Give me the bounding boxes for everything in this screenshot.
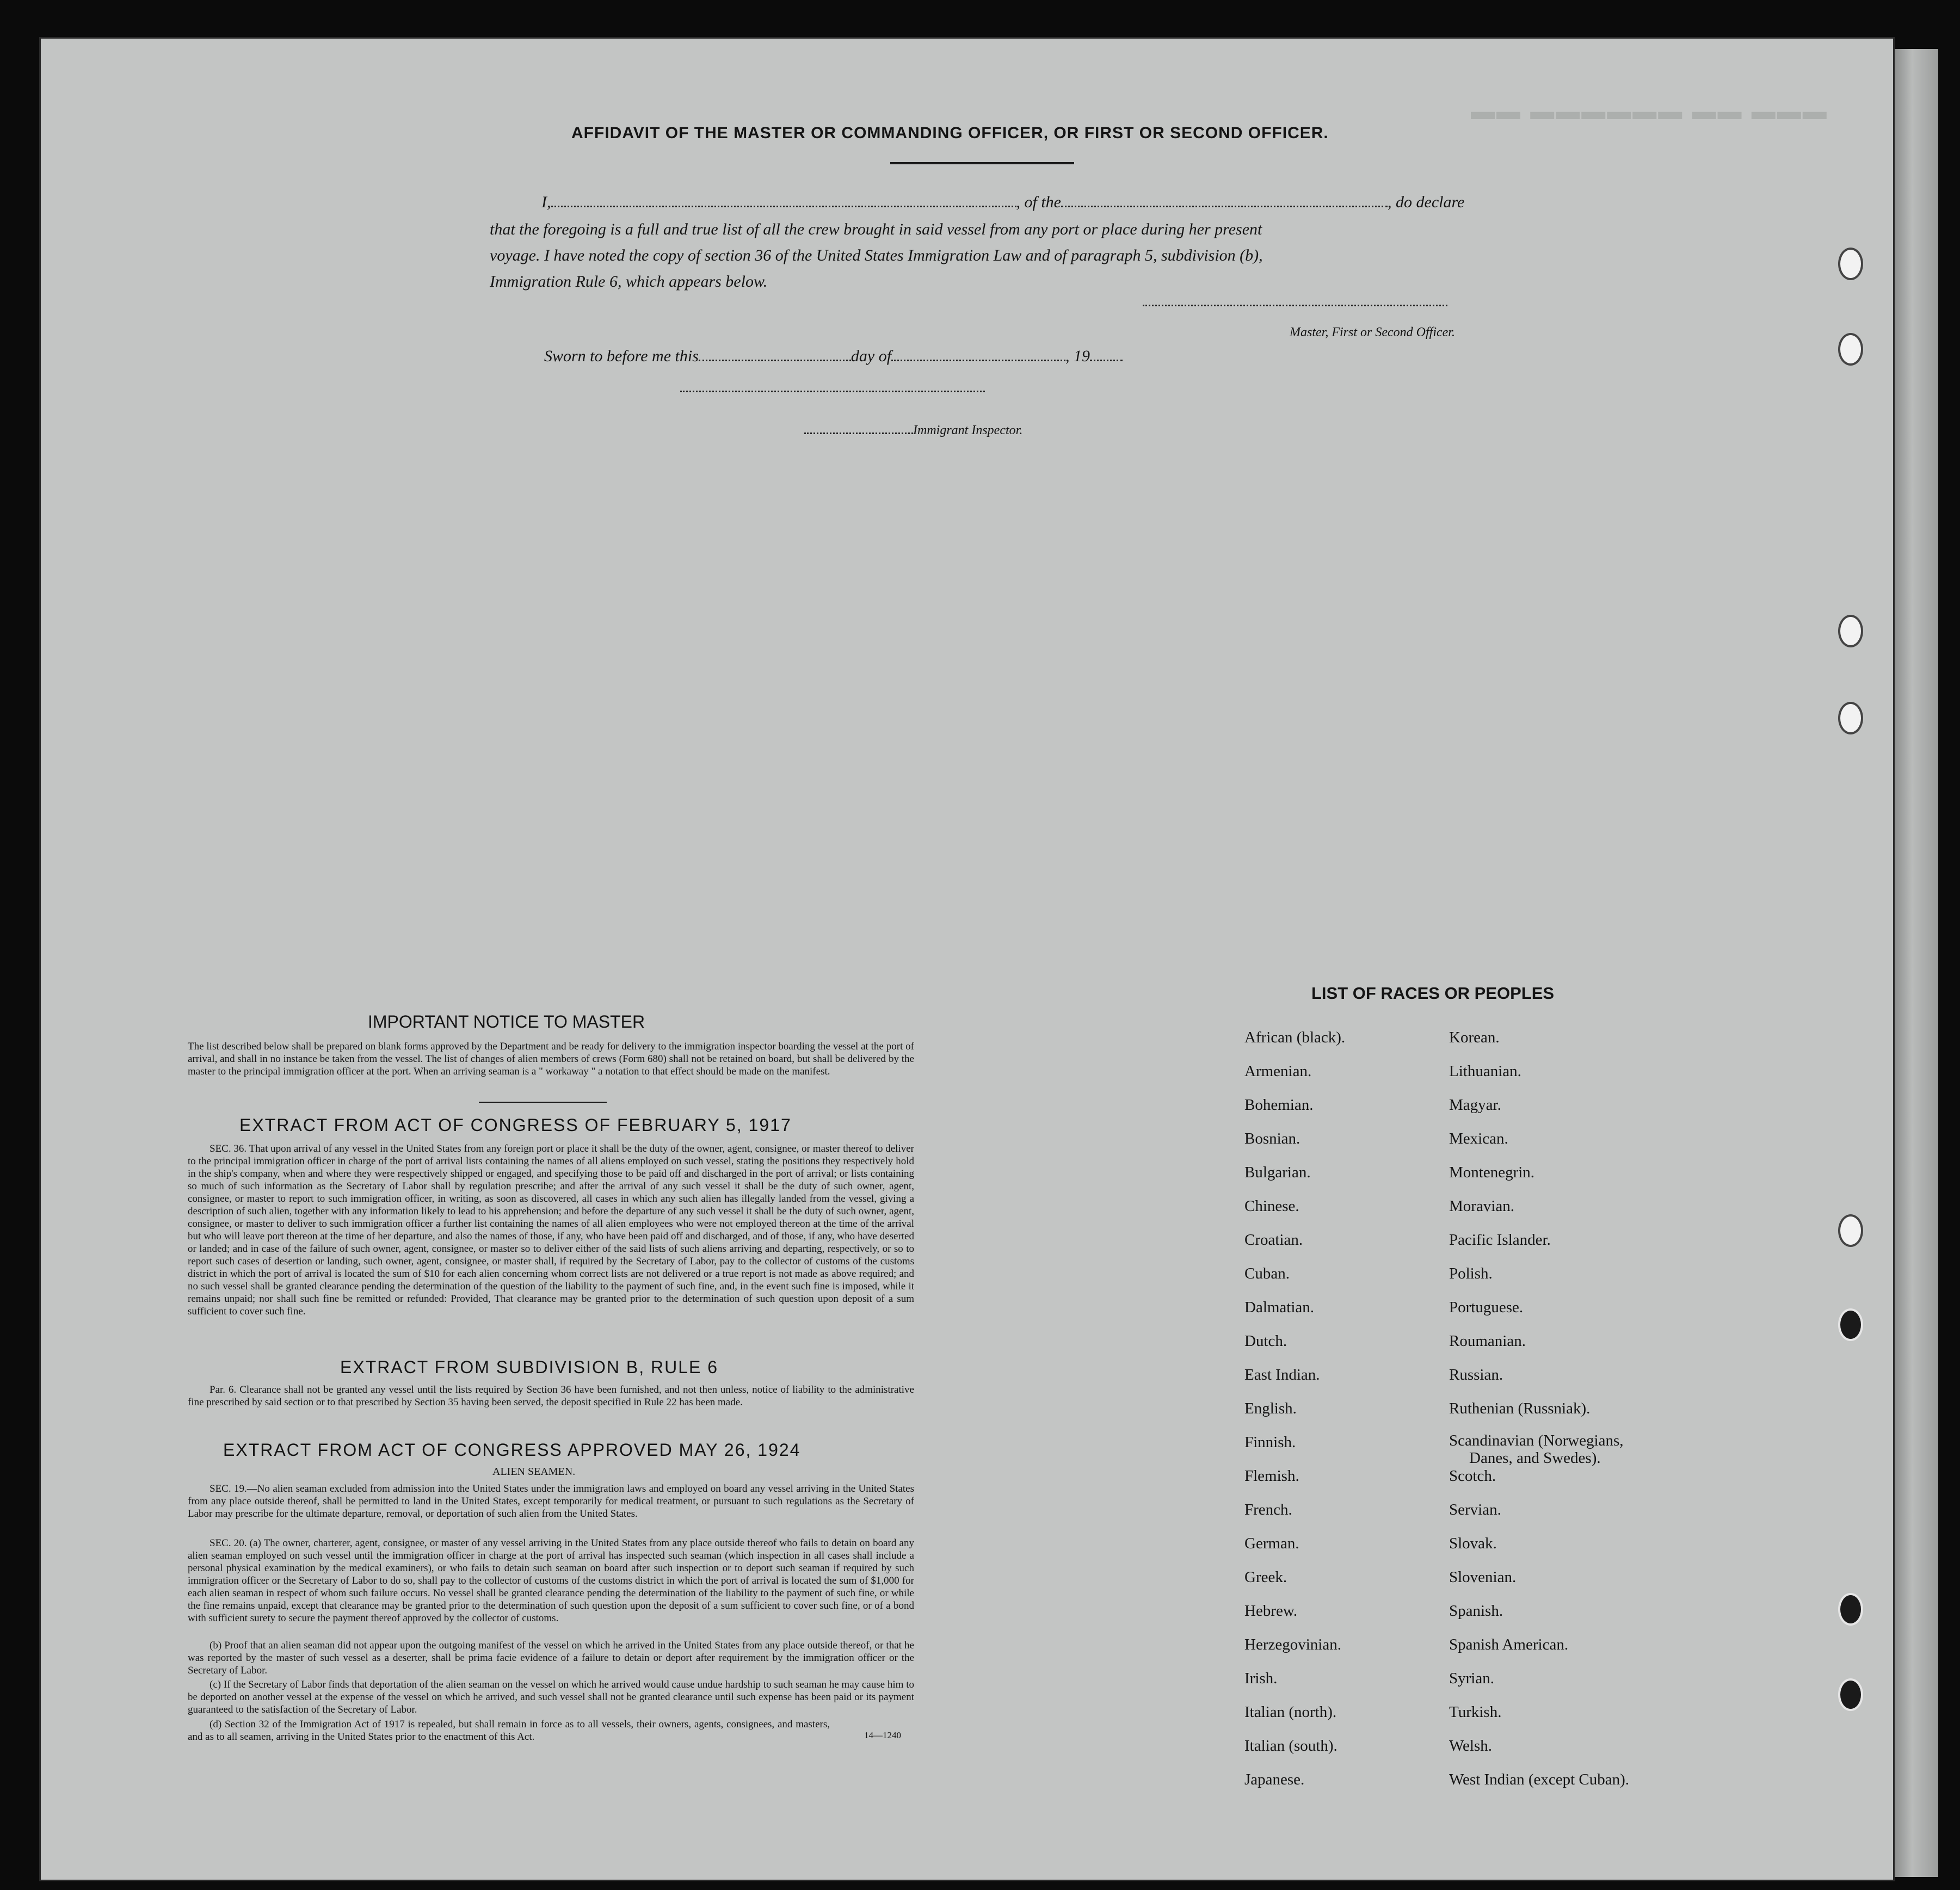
sec20c-text: (c) If the Secretary of Labor finds that deportation of the alien seaman on the vessel on which he arrived would cause undue hardship to such seaman he may cause him to be deported on another vessel at the expense of the vessel on which he arrived, and such vessel shall not be granted clearance until such expense has been paid or its payment guaranteed to the satisfaction of the Secretary of Labor. <box>188 1679 914 1715</box>
sec20a-text: SEC. 20. (a) The owner, charterer, agent, consignee, or master of any vessel arriving in the United States from any place outside thereof who fails to detain on board any alien seaman employed on such vessel until the immigration officer in charge at the port of arrival has inspected such seaman (which inspection in all cases shall include a personal physical examination by the medical examiners), or who fails to detain such seaman on board after such inspection or to deport such seaman if required by such immigration officer or the Secretary of Labor to do so, shall pay to the collector of customs of the customs district in which the port of arrival is located the sum of $1,000 for each alien seaman in respect of whom such failure occurs. No vessel shall be granted clearance pending the determination of the liability to the payment of such fine, or while the fine remains unpaid, except that clearance may be granted prior to the determination of such question upon the deposit of a sum sufficient to cover such fine, or of a bond with sufficient surety to secure the payment thereof approved by the collector of customs. <box>188 1537 914 1624</box>
bleed-through-text: ▬▬▬ ▬▬ ▬▬▬▬▬▬ ▬▬ <box>1469 98 1827 125</box>
race-item: Italian (north). <box>1244 1703 1337 1721</box>
punch-hole-icon <box>1838 615 1863 647</box>
signature-caption: Master, First or Second Officer. <box>1290 325 1455 339</box>
extract-1917-title: EXTRACT FROM ACT OF CONGRESS OF FEBRUARY 5, 1917 <box>239 1115 792 1135</box>
form-number: 14—1240 <box>864 1730 901 1740</box>
notice-title: IMPORTANT NOTICE TO MASTER <box>368 1012 645 1032</box>
race-item: Ruthenian (Russniak). <box>1449 1400 1591 1417</box>
inspector-signature-blank[interactable] <box>680 391 985 392</box>
race-item: Montenegrin. <box>1449 1164 1535 1181</box>
race-item: Syrian. <box>1449 1670 1494 1687</box>
race-item: Scandinavian (Norwegians, <box>1449 1432 1624 1449</box>
race-item: Turkish. <box>1449 1703 1502 1721</box>
race-item: Portuguese. <box>1449 1299 1524 1316</box>
extract-rule6-title: EXTRACT FROM SUBDIVISION B, RULE 6 <box>340 1357 719 1377</box>
race-item: Pacific Islander. <box>1449 1231 1551 1249</box>
race-item: Lithuanian. <box>1449 1063 1521 1080</box>
sec19-text: SEC. 19.—No alien seaman excluded from admission into the United States under the immigration laws and employed on board any vessel arriving in the United States from any place outside thereof, shall be permitted to land in the United States, except temporarily for medical treatment, or pursuant to such regulations as the Secretary of Labor may prescribe for the ultimate departure, removal, or deportation of such alien from the United States. <box>188 1483 914 1520</box>
name-blank[interactable] <box>551 206 1016 207</box>
races-title: LIST OF RACES OR PEOPLES <box>1311 984 1555 1003</box>
race-item: Herzegovinian. <box>1244 1636 1341 1653</box>
punch-hole-icon <box>1838 1308 1863 1341</box>
race-item: Irish. <box>1244 1670 1278 1687</box>
race-item: Finnish. <box>1244 1434 1296 1451</box>
race-item: Welsh. <box>1449 1737 1493 1755</box>
title-rule <box>890 162 1074 164</box>
race-item: Danes, and Swedes). <box>1469 1449 1601 1467</box>
race-item: Greek. <box>1244 1568 1287 1586</box>
punch-hole-icon <box>1838 1678 1863 1711</box>
extract-1924-subtitle: ALIEN SEAMEN. <box>492 1466 576 1478</box>
punch-hole-icon <box>1838 333 1863 366</box>
extract-rule6-body: Par. 6. Clearance shall not be granted any vessel until the lists required by Section 36 have been furnished, and not then unless, notice of liability to the administrative fine prescribed by said section or to that prescribed by Section 35 having been served, the deposit specified in Rule 22 has been made. <box>188 1384 914 1408</box>
punch-hole-icon <box>1838 1593 1863 1626</box>
race-item: Spanish American. <box>1449 1636 1569 1653</box>
race-item: Bohemian. <box>1244 1096 1314 1114</box>
extract-1917-body: SEC. 36. That upon arrival of any vessel in the United States from any foreign port or place it shall be the duty of the owner, agent, consignee, or master thereof to deliver to the principal immigration officer in charge of the port of arrival lists containing the names of all aliens employed on such vessel, stating the positions they respectively hold in the ship's company, when and where they were respectively shipped or engaged, and specifying those to be paid off and discharged in the port of arrival; or lists containing so much of such information as the Secretary of Labor shall by regulation prescribe; and after the arrival of any such vessel it shall be the duty of such owner, agent, consignee, or master to report to such immigration officer, in writing, as soon as discovered, all cases in which any such alien has illegally landed from the vessel, giving a description of such alien, together with any information likely to lead to his apprehension; and before the departure of any such vessel it shall be the duty of such owner, agent, consignee, or master to deliver to such immigration officer a further list containing the names of all alien employees who were not employed thereon at the time of the arrival but who will leave port thereon at the time of her departure, and also the names of those, if any, who have been paid off and discharged, and of those, if any, who have deserted or landed; and in case of the failure of such owner, agent, consignee, or master so to deliver either of the said lists of such aliens arriving and departing, respectively, or so to report such cases of desertion or landing, such owner, agent, consignee, or master shall, if required by the Secretary of Labor, pay to the collector of customs of the customs district in which the port of arrival is located the sum of $10 for each alien concerning whom correct lists are not delivered or a true report is not made as above required; and no such vessel shall be granted clearance pending the determination of the question of the liability to the payment of such fine, and, in the event such fine is imposed, while it remains unpaid; nor shall such fine be remitted or refunded: Provided, That clearance may be granted prior to the determination of such question upon deposit of a sum sufficient to cover such fine. <box>188 1143 914 1317</box>
punch-hole-icon <box>1838 1214 1863 1247</box>
inspector-caption-line: Immigrant Inspector. <box>804 423 1022 438</box>
race-item: Dutch. <box>1244 1332 1287 1350</box>
race-item: African (black). <box>1244 1029 1346 1046</box>
race-item: Japanese. <box>1244 1771 1305 1788</box>
race-item: Flemish. <box>1244 1467 1299 1485</box>
affidavit-line-3: voyage. I have noted the copy of section 36 of the United States Immigration Law and of paragraph 5, subdivision (b), <box>490 246 1263 264</box>
race-item: Bosnian. <box>1244 1130 1300 1147</box>
race-item: Russian. <box>1449 1366 1503 1383</box>
sec20d-text: (d) Section 32 of the Immigration Act of 1917 is repealed, but shall remain in force as to all vessels, their owners, agents, consignees, and masters, and as to all seamen, arriving in the United States prior to the enactment of this Act. <box>188 1719 830 1743</box>
race-item: Slovak. <box>1449 1535 1497 1552</box>
race-item: Chinese. <box>1244 1197 1299 1215</box>
race-item: Mexican. <box>1449 1130 1508 1147</box>
sworn-year-blank[interactable] <box>1090 360 1123 361</box>
race-item: Croatian. <box>1244 1231 1303 1249</box>
notice-body: The list described below shall be prepared on blank forms approved by the Department and be ready for delivery to the immigration inspector boarding the vessel at the port of arrival, and shall in no instance be taken from the vessel. The list of changes of alien members of crews (Form 680) shall not be retained on board, but shall be delivered by the master to the principal immigration officer at the port. When an arriving seaman is a " workaway " a notation to that effect should be made on the manifest. <box>188 1041 914 1077</box>
race-item: Slovenian. <box>1449 1568 1517 1586</box>
race-item: Korean. <box>1449 1029 1500 1046</box>
race-item: Bulgarian. <box>1244 1164 1311 1181</box>
race-item: West Indian (except Cuban). <box>1449 1771 1630 1788</box>
sworn-date-blank[interactable] <box>699 360 851 361</box>
race-item: East Indian. <box>1244 1366 1320 1383</box>
race-item: Spanish. <box>1449 1602 1503 1620</box>
affidavit-line-4: Immigration Rule 6, which appears below. <box>490 273 768 291</box>
punch-hole-icon <box>1838 248 1863 280</box>
race-item: Scotch. <box>1449 1467 1496 1485</box>
vessel-blank[interactable] <box>1061 206 1388 207</box>
sworn-month-blank[interactable] <box>891 360 1065 361</box>
affidavit-line-1: I, , of the , do declare <box>541 193 1465 211</box>
sec20b-text: (b) Proof that an alien seaman did not appear upon the outgoing manifest of the vessel on which he arrived in the United States from any place outside thereof, or that he was reported by the master of such vessel as a deserter, shall be prima facie evidence of a failure to detain or deport after requirement by the immigration officer or the Secretary of Labor. <box>188 1640 914 1676</box>
race-item: Hebrew. <box>1244 1602 1298 1620</box>
race-item: Servian. <box>1449 1501 1501 1518</box>
affidavit-line-2: that the foregoing is a full and true list of all the crew brought in said vessel from any port or place during her present <box>490 220 1262 238</box>
race-item: Polish. <box>1449 1265 1493 1282</box>
race-item: Armenian. <box>1244 1063 1312 1080</box>
race-item: Moravian. <box>1449 1197 1514 1215</box>
divider <box>479 1102 607 1103</box>
affidavit-title: AFFIDAVIT OF THE MASTER OR COMMANDING OFFICER, OR FIRST OR SECOND OFFICER. <box>571 124 1329 142</box>
race-item: German. <box>1244 1535 1299 1552</box>
race-item: Italian (south). <box>1244 1737 1338 1755</box>
race-item: Cuban. <box>1244 1265 1290 1282</box>
sheet-edge <box>1895 49 1938 1877</box>
race-item: French. <box>1244 1501 1292 1518</box>
signature-blank[interactable] <box>1143 305 1447 306</box>
punch-hole-icon <box>1838 702 1863 734</box>
extract-1924-title: EXTRACT FROM ACT OF CONGRESS APPROVED MAY 26, 1924 <box>223 1440 801 1460</box>
race-item: Magyar. <box>1449 1096 1501 1114</box>
sworn-line: Sworn to before me this day of , 19 <box>544 347 1123 366</box>
race-item: Dalmatian. <box>1244 1299 1315 1316</box>
race-item: Roumanian. <box>1449 1332 1526 1350</box>
race-item: English. <box>1244 1400 1297 1417</box>
